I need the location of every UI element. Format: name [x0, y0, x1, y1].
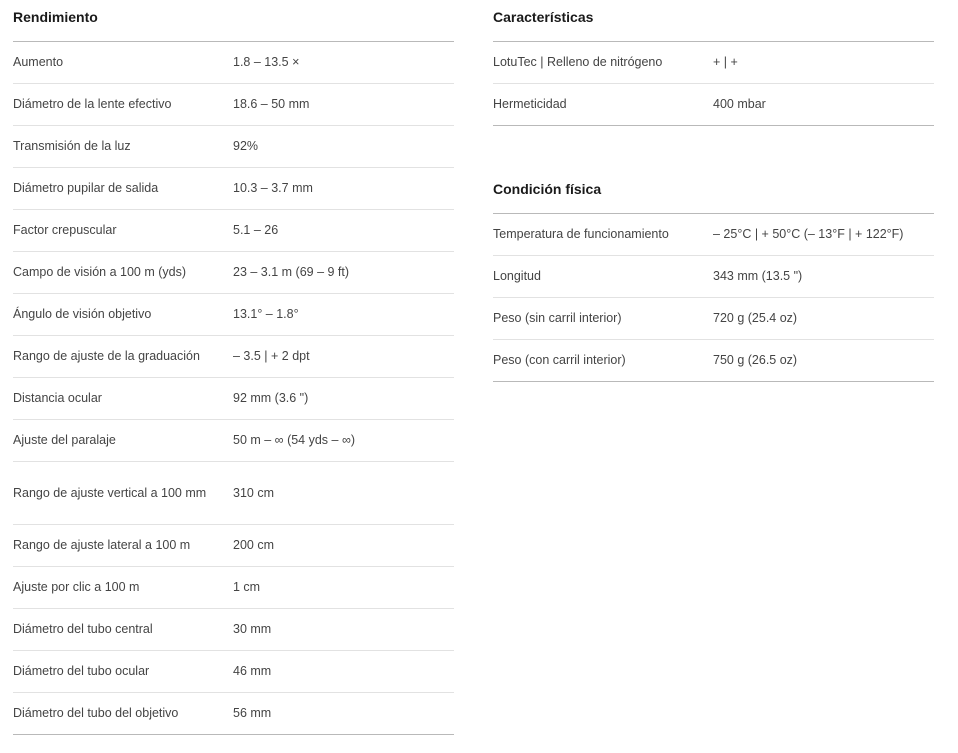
spec-label: Diámetro de la lente efectivo: [13, 97, 172, 111]
spec-value: 92%: [233, 139, 259, 153]
spec-value: 720 g (25.4 oz): [713, 311, 798, 325]
spec-value: 310 cm: [233, 485, 274, 500]
spec-row-objective-tube: [13, 693, 454, 735]
spec-value: + | +: [713, 55, 738, 69]
spec-row-click-adjustment: [13, 567, 454, 609]
spec-value: – 25°C | + 50°C (– 13°F | + 122°F): [713, 227, 904, 241]
spec-value: 56 mm: [233, 706, 272, 720]
spec-label: Campo de visión a 100 m (yds): [13, 265, 186, 279]
spec-value: – 3.5 | + 2 dpt: [233, 349, 310, 363]
spec-value: 13.1° – 1.8°: [233, 307, 299, 321]
spec-row-lateral-adjustment: [13, 525, 454, 567]
spec-row-weight-with-rail: [493, 340, 934, 382]
spec-row-eyepiece-tube: [13, 651, 454, 693]
spec-label: Factor crepuscular: [13, 223, 117, 237]
spec-label: Diámetro del tubo ocular: [13, 664, 150, 678]
spec-row-water-resistance: [493, 84, 934, 126]
spec-value: 23 – 3.1 m (69 – 9 ft): [233, 265, 350, 279]
spec-label: Ajuste por clic a 100 m: [13, 580, 140, 594]
spec-label: Diámetro del tubo central: [13, 622, 153, 636]
physical-title: Condición física: [493, 172, 934, 214]
spec-label: Aumento: [13, 55, 64, 69]
spec-row-magnification: [13, 42, 454, 84]
performance-title: Rendimiento: [13, 0, 454, 42]
spec-label: Transmisión de la luz: [13, 139, 131, 153]
spec-row-center-tube: [13, 609, 454, 651]
spec-value: 1 cm: [233, 580, 261, 594]
spec-row-field-of-view: [13, 252, 454, 294]
spec-label: Ángulo de visión objetivo: [13, 307, 152, 321]
spec-label: Temperatura de funcionamiento: [493, 227, 669, 241]
features-title: Características: [493, 0, 934, 42]
section-spacer: [493, 126, 934, 172]
spec-row-lotutec: [493, 42, 934, 84]
spec-label: Rango de ajuste de la graduación: [13, 349, 200, 363]
spec-label: Peso (sin carril interior): [493, 311, 622, 325]
spec-label: Rango de ajuste vertical a 100 mm: [13, 485, 207, 500]
spec-value: 343 mm (13.5 "): [713, 269, 803, 283]
spec-value: 92 mm (3.6 "): [233, 391, 309, 405]
spec-label: Longitud: [493, 269, 541, 283]
spec-value: 46 mm: [233, 664, 272, 678]
spec-value: 1.8 – 13.5 ×: [233, 55, 300, 69]
performance-section: [13, 0, 454, 735]
spec-label: Peso (con carril interior): [493, 353, 626, 367]
spec-row-viewing-angle: [13, 294, 454, 336]
spec-value: 30 mm: [233, 622, 272, 636]
spec-label: Rango de ajuste lateral a 100 m: [13, 538, 191, 552]
physical-section: [493, 172, 934, 382]
spec-label: Distancia ocular: [13, 391, 102, 405]
spec-row-light-transmission: [13, 126, 454, 168]
spec-row-diopter-range: [13, 336, 454, 378]
spec-value: 50 m – ∞ (54 yds – ∞): [233, 433, 356, 447]
spec-row-eye-relief: [13, 378, 454, 420]
spec-row-lens-diameter: [13, 84, 454, 126]
spec-label: LotuTec | Relleno de nitrógeno: [493, 55, 663, 69]
features-section: [493, 0, 934, 126]
spec-label: Diámetro pupilar de salida: [13, 181, 159, 195]
spec-value: 200 cm: [233, 538, 274, 552]
spec-value: 5.1 – 26: [233, 223, 279, 237]
spec-value: 18.6 – 50 mm: [233, 97, 310, 111]
spec-row-weight-without-rail: [493, 298, 934, 340]
spec-row-length: [493, 256, 934, 298]
spec-value: 750 g (26.5 oz): [713, 353, 798, 367]
spec-label: Diámetro del tubo del objetivo: [13, 706, 179, 720]
spec-row-exit-pupil: [13, 168, 454, 210]
spec-value: 400 mbar: [713, 97, 766, 111]
spec-value: 10.3 – 3.7 mm: [233, 181, 313, 195]
spec-row-twilight-factor: [13, 210, 454, 252]
spec-row-parallax: [13, 420, 454, 462]
right-column: [493, 0, 934, 382]
spec-row-vertical-adjustment: [13, 462, 454, 525]
spec-label: Hermeticidad: [493, 97, 567, 111]
spec-row-operating-temperature: [493, 214, 934, 256]
spec-label: Ajuste del paralaje: [13, 433, 116, 447]
